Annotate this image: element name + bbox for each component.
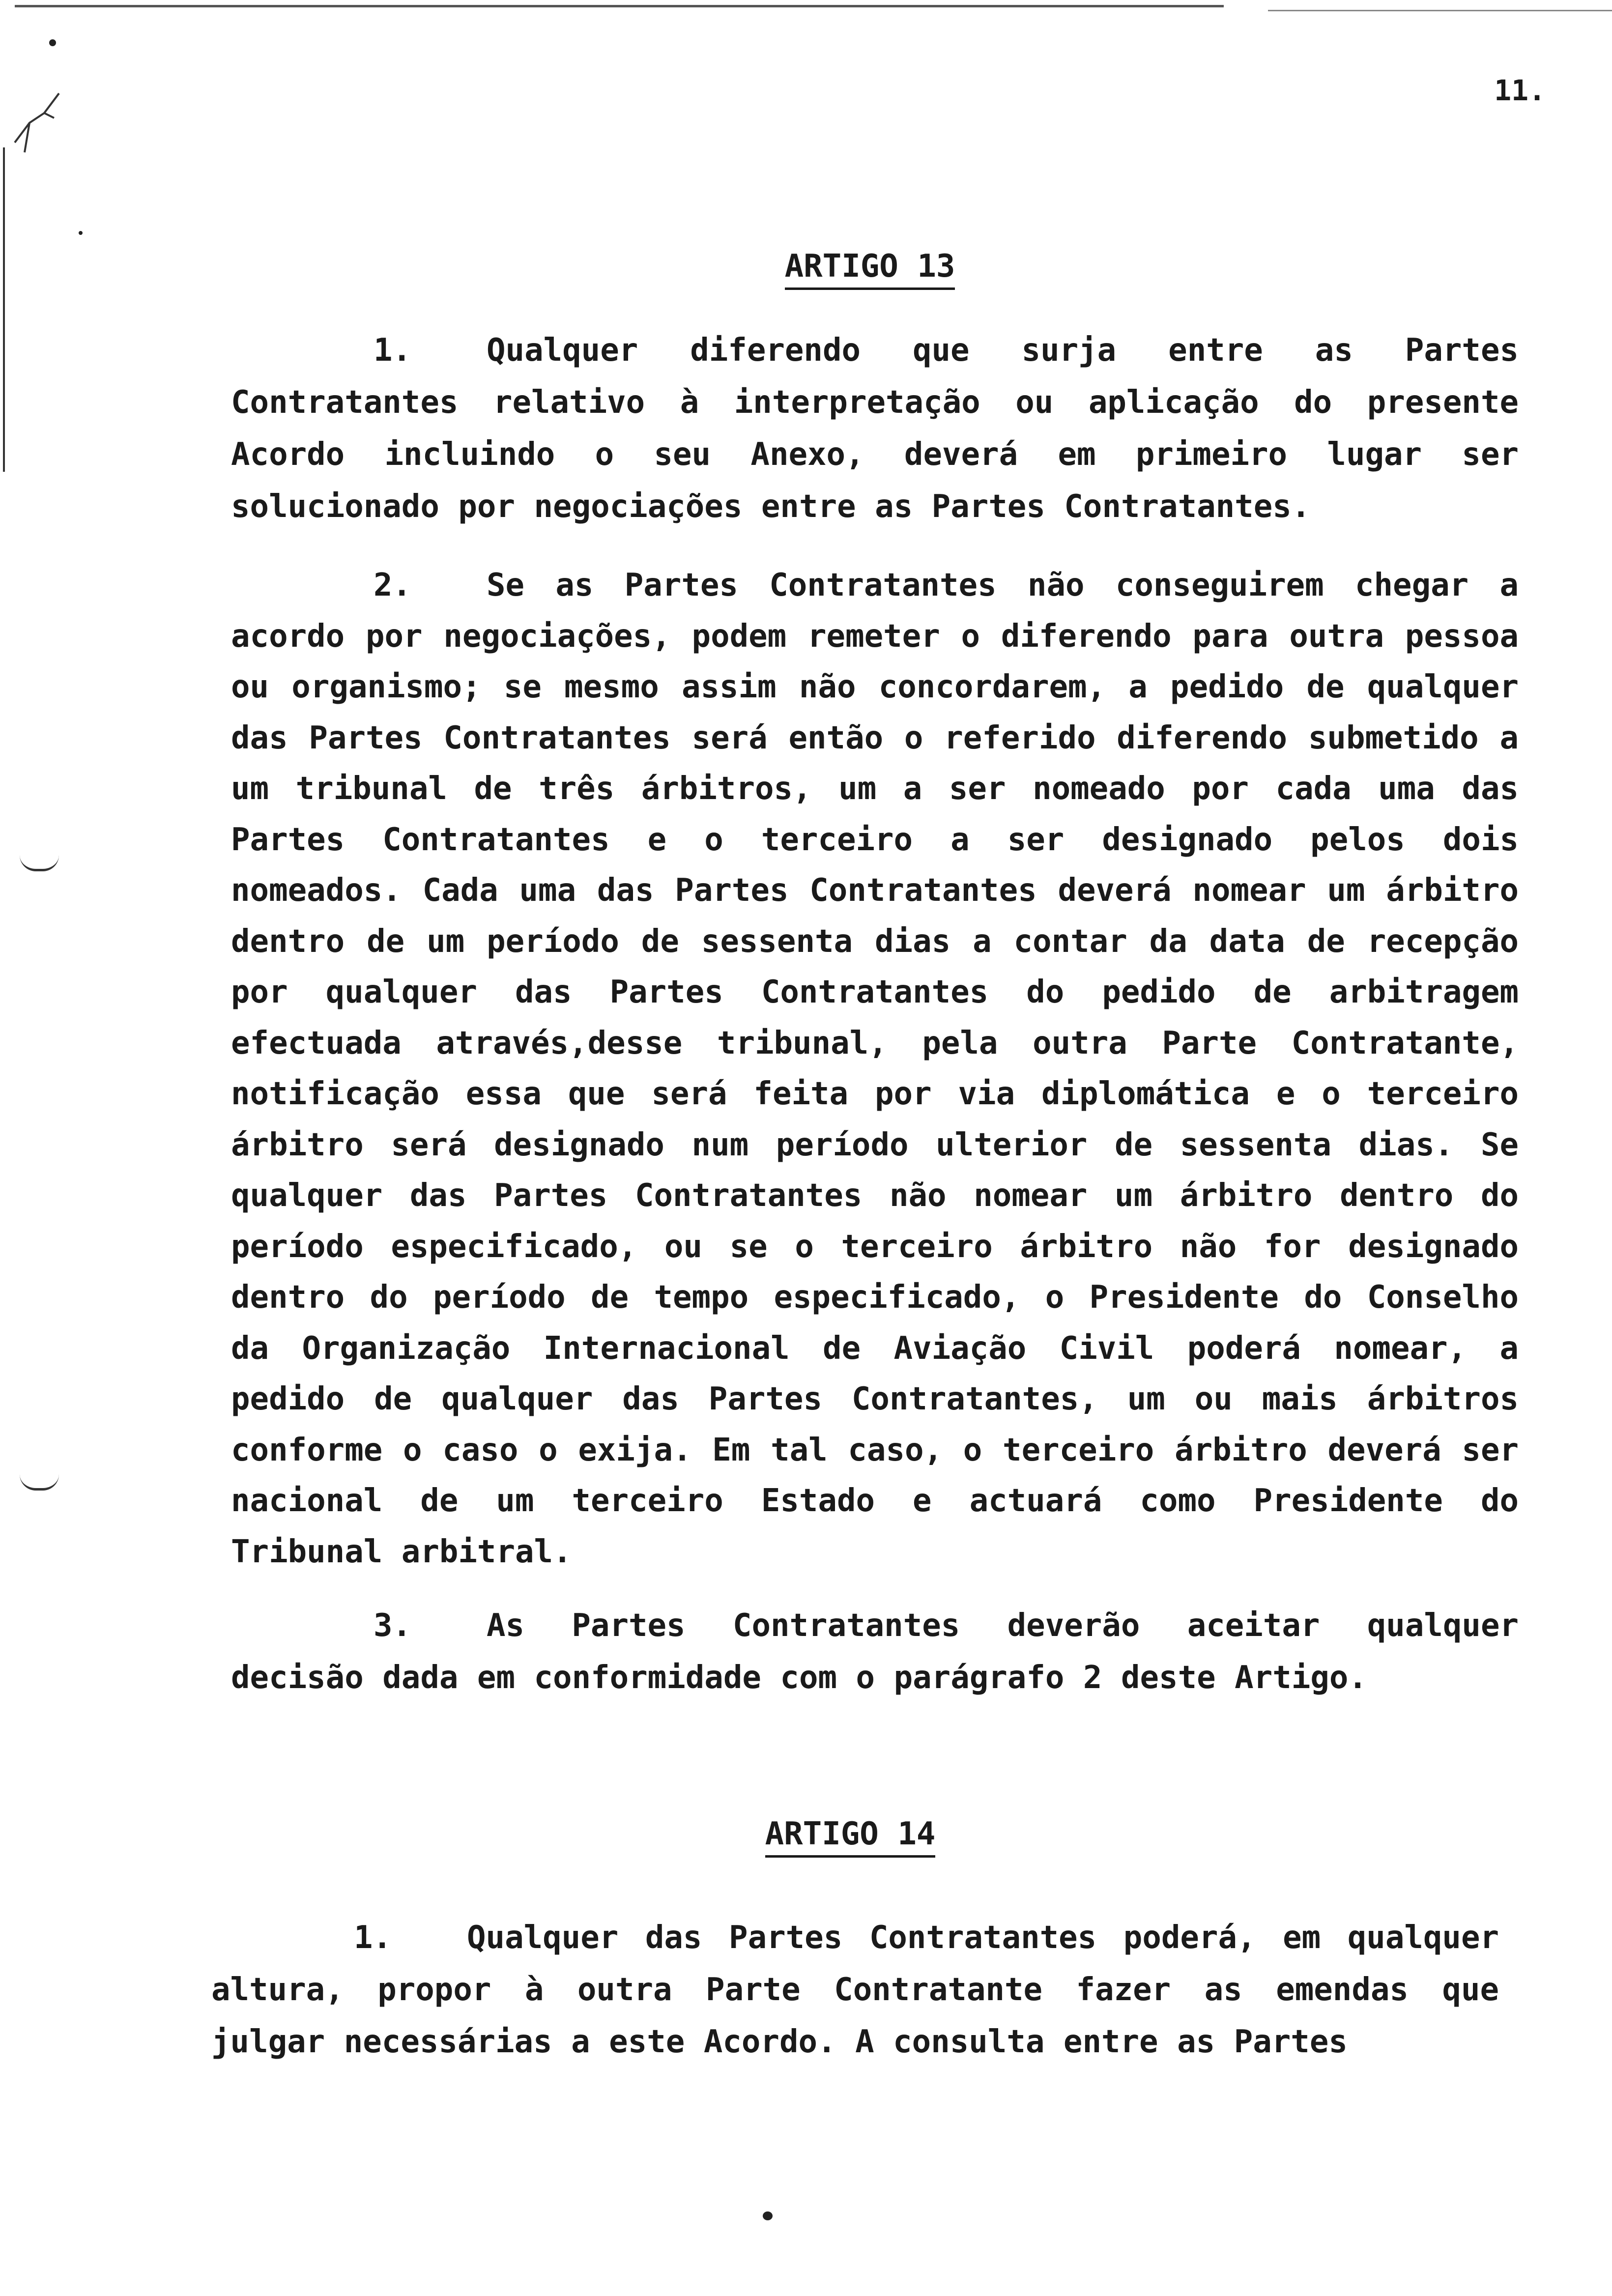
article-14-paragraph-1 (211, 1912, 1499, 2068)
scan-speck (49, 39, 56, 46)
article-14-title: ARTIGO 14 (765, 1816, 936, 1858)
punch-hole-mark (20, 1474, 59, 1491)
scan-left-edge (3, 147, 5, 472)
article-13-title: ARTIGO 13 (785, 248, 955, 290)
scan-top-rule (15, 5, 1224, 7)
paragraph-text: Se as Partes Contratantes não conseguirem chegar a acordo por negociações, podem remeter o diferendo para outra pessoa ou organismo; se mesmo assim não concordarem, a pedido de qualquer das Partes Contratantes será então o referido diferendo submetido a um tribunal de três árbitros, um a ser nomeado por cada uma das Partes Contratantes e o terceiro a ser designado pelos dois nomeados. Cada uma das Partes Contratantes deverá nomear um árbitro dentro de um período de sessenta dias a contar da data de recepção por qualquer das Partes Contratantes do pedido de arbitragem efectuada através,desse tribunal, pela outra Parte Contratante, notificação essa que será feita por via diplomática e o terceiro árbitro será designado num período ulterior de sessenta dias. Se qualquer das Partes Contratantes não nomear um árbitro dentro do período especificado, ou se o terceiro árbitro não for designado dentro do período de tempo especificado, o Presidente do Conselho da Organização Internacional de Aviação Civil poderá nomear, a pedido de qualquer das Partes Contratantes, um ou mais árbitros conforme o caso o exija. Em tal caso, o terceiro árbitro deverá ser nacional de um terceiro Estado e actuará como Presidente do Tribunal arbitral. (231, 567, 1519, 1570)
paragraph-number: 1. (354, 1920, 392, 1956)
scan-top-rule-right (1268, 10, 1612, 11)
paragraph-number: 3. (374, 1607, 412, 1644)
punch-hole-mark (20, 855, 59, 871)
article-14-heading (0, 1816, 1612, 1852)
scan-speck (79, 231, 83, 235)
page-number: 11. (1494, 74, 1546, 107)
scan-speck (763, 2211, 773, 2220)
article-13-paragraph-2 (231, 560, 1519, 1578)
paragraph-text: Qualquer diferendo que surja entre as Partes Contratantes relativo à interpretação ou aplicação do presente Acordo incluindo o seu Anexo, deverá em primeiro lugar ser solucionado por negociações entre as Partes Contratantes. (231, 332, 1519, 525)
article-13-paragraph-1 (231, 324, 1519, 533)
paragraph-number: 1. (374, 332, 412, 369)
margin-scribble-mark (10, 84, 88, 162)
article-13-paragraph-3 (231, 1600, 1519, 1704)
article-13-heading (0, 248, 1612, 285)
paragraph-number: 2. (374, 567, 412, 603)
paragraph-text: Qualquer das Partes Contratantes poderá, em qualquer altura, propor à outra Parte Contratante fazer as emendas que julgar necessárias a este Acordo. A consulta entre as Partes (211, 1920, 1499, 2060)
paragraph-text: As Partes Contratantes deverão aceitar qualquer decisão dada em conformidade com o parágrafo 2 deste Artigo. (231, 1607, 1519, 1696)
